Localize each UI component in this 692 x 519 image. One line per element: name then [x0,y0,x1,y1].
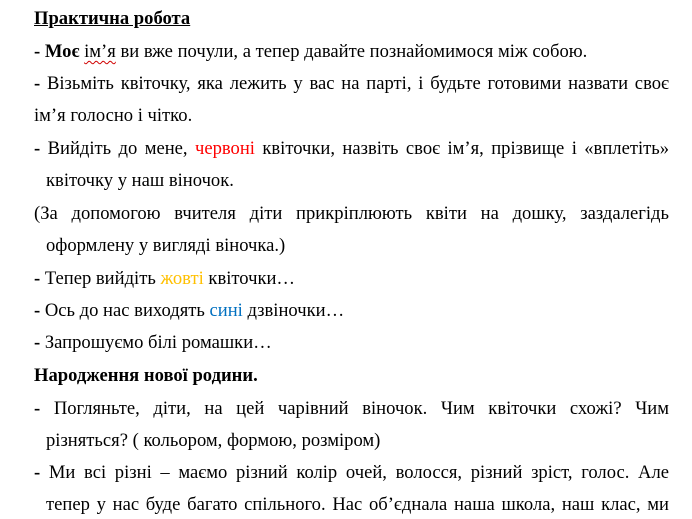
dash: - [34,138,48,159]
text: ви вже почули, а тепер давайте познайомимося між собою. [115,41,588,62]
paragraph-line-6: (За допомогою вчителя діти прикріплюють квіти на дошку, заздалегідь [34,203,669,224]
paragraph-line-3: ім’я голосно і чітко. [34,105,193,126]
paragraph-line-8 [34,268,295,290]
paragraph-line-13 [34,462,669,484]
dash: - [34,462,49,483]
text: квіточки, назвіть своє ім’я, прізвище і «вплетіть» [254,138,670,159]
text: Запрошуємо білі ромашки… [44,332,272,353]
heading-new-family: Народження нової родини. [34,365,258,386]
dash: - [34,332,45,353]
text: Тепер вийдіть [44,268,161,289]
text: дзвіночки… [242,300,345,321]
text: Погляньте, діти, на цей чарівний віночок. Чим квіточки схожі? Чим [53,398,670,419]
text: Візьміть квіточку, яка лежить у вас на парті, і будьте готовими назвати своє [46,73,669,94]
dash: - [34,73,47,94]
text: квіточки… [203,268,296,289]
paragraph-line-10 [34,332,272,354]
paragraph-line-5: квіточку у наш віночок. [46,170,234,191]
paragraph-line-9 [34,300,344,322]
spellcheck-word: ім’я [84,41,116,62]
text: Ось до нас виходять [44,300,210,321]
word-yellow: жовті [160,268,204,289]
paragraph-line-4 [34,138,669,160]
dash: - [34,268,45,289]
dash: - [34,398,54,419]
text: Ми всі різні – маємо різний колір очей, волосся, різний зріст, голос. Але [48,462,669,483]
paragraph-line-12: різняться? ( кольором, формою, розміром) [46,430,381,451]
text: Вийдіть до мене, [47,138,195,159]
paragraph-line-7: оформлену у вигляді віночка.) [46,235,286,256]
dash: - [34,300,45,321]
paragraph-line-11 [34,398,669,420]
word-blue: сині [209,300,243,321]
dash: - Моє [34,41,85,62]
paragraph-line-2 [34,73,669,95]
paragraph-line-1 [34,41,587,63]
heading-practical-work: Практична робота [34,8,191,29]
word-red: червоні [194,138,255,159]
paragraph-line-14: тепер у нас буде багато спільного. Нас об’єднала наша школа, наш клас, ми [46,494,669,515]
